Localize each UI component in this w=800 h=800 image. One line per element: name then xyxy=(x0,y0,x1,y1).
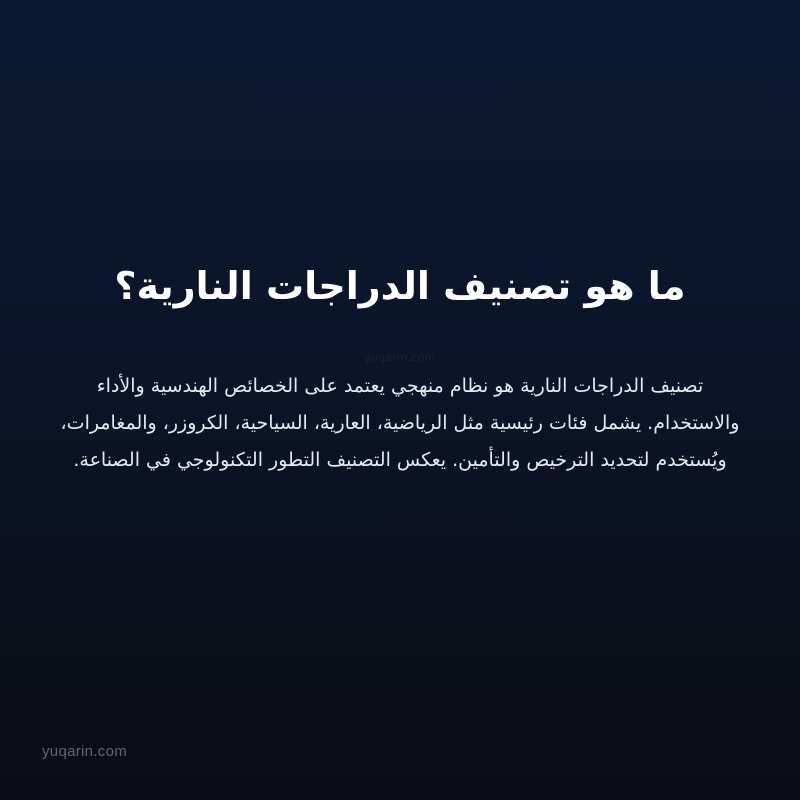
center-watermark: yuqarin.com xyxy=(364,350,436,364)
card-title: ما هو تصنيف الدراجات النارية؟ xyxy=(114,264,686,308)
brand-label: yuqarin.com xyxy=(42,743,128,760)
card-body-text: تصنيف الدراجات النارية هو نظام منهجي يعتمد على الخصائص الهندسية والأداء والاستخدام. يشمل فئات رئيسية مثل الرياضية، العارية، السياحية، الكروزر، والمغامرات، ويُستخدم لتحديد الترخيص والتأمين. يعكس التصنيف التطور التكنولوجي في الصناعة. xyxy=(60,375,740,471)
